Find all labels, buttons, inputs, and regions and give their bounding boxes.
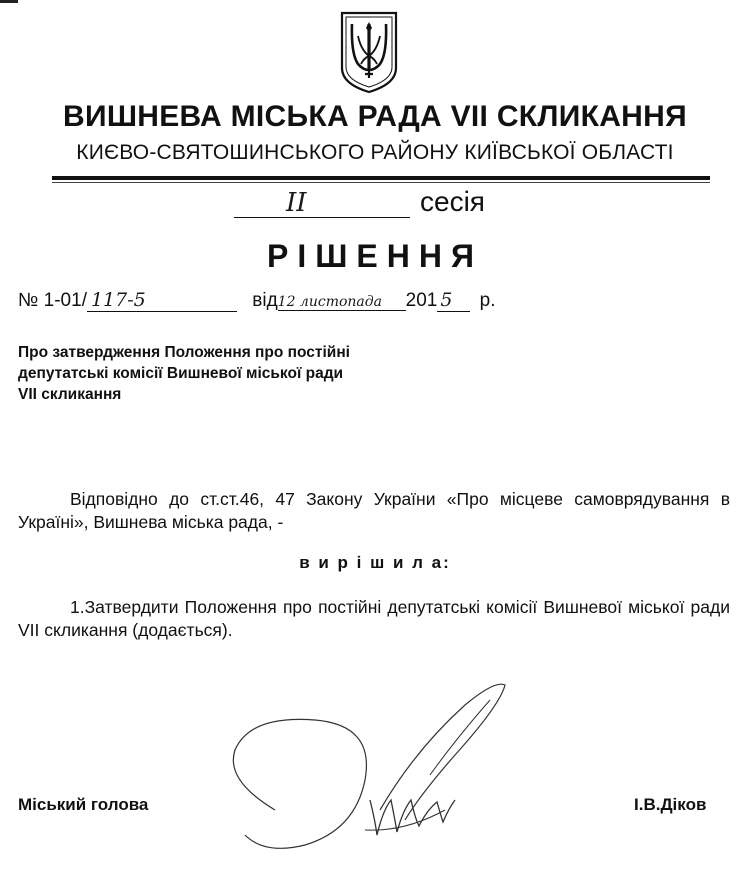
signatory-position: Міський голова [18, 795, 149, 814]
year-prefix: 201 [405, 290, 438, 311]
resolved-heading: в и р і ш и л а: [299, 553, 451, 572]
corner-mark [0, 0, 18, 3]
subject-line-3: VII скликання [18, 386, 122, 403]
date-label: від [252, 290, 278, 311]
handwritten-signature [205, 660, 545, 870]
preamble-paragraph: Відповідно до ст.ст.46, 47 Закону України «Про місцеве самоврядування в Україні», Вишнева міська рада, - [18, 489, 730, 532]
year-handwritten: 5 [437, 289, 470, 312]
decision-subject [18, 342, 350, 405]
subject-line-2: депутатські комісії Вишневої міської ради [18, 365, 344, 382]
resolution-item-1: 1.Затвердити Положення про постійні депутатські комісії Вишневої міської ради VII скликання (додається). [18, 597, 730, 640]
year-suffix: р. [479, 290, 496, 311]
trident-coat-of-arms-icon [338, 10, 400, 94]
decision-title: РІШЕННЯ [267, 238, 483, 274]
header-rule-thick [52, 176, 710, 180]
decision-number-handwritten: 117-5 [87, 289, 237, 312]
date-handwritten: 12 листопада [278, 294, 406, 311]
number-prefix: № 1-01/ [18, 290, 87, 311]
session-label: сесія [420, 186, 485, 217]
header-rule-thin [52, 182, 710, 183]
decision-number-row [18, 289, 496, 312]
session-underline [234, 217, 410, 218]
council-title: ВИШНЕВА МІСЬКА РАДА VII СКЛИКАННЯ [63, 100, 687, 133]
signatory-name: І.В.Діков [634, 795, 707, 814]
subject-line-1: Про затвердження Положення про постійні [18, 344, 350, 361]
session-number: II [286, 188, 307, 218]
district-subtitle: КИЄВО-СВЯТОШИНСЬКОГО РАЙОНУ КИЇВСЬКОЇ ОБЛАСТІ [76, 141, 674, 164]
